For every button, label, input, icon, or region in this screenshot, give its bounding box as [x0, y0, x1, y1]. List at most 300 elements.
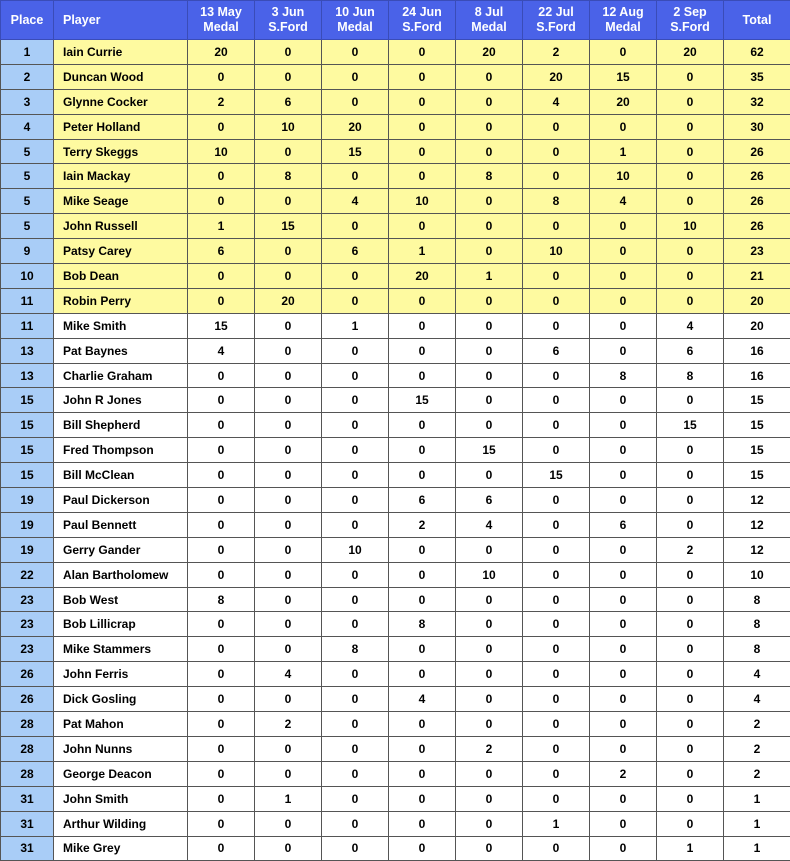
score-cell: 0 — [456, 239, 523, 264]
score-cell: 0 — [188, 786, 255, 811]
player-name-cell: Pat Baynes — [54, 338, 188, 363]
player-name-cell: Mike Smith — [54, 313, 188, 338]
score-cell: 0 — [590, 313, 657, 338]
total-cell: 21 — [724, 264, 790, 289]
score-cell: 0 — [657, 463, 724, 488]
score-cell: 0 — [657, 64, 724, 89]
score-cell: 20 — [657, 40, 724, 65]
score-cell: 0 — [523, 413, 590, 438]
score-cell: 0 — [590, 114, 657, 139]
player-name-cell: John Russell — [54, 214, 188, 239]
place-cell: 28 — [1, 736, 54, 761]
total-cell: 26 — [724, 164, 790, 189]
score-cell: 0 — [322, 786, 389, 811]
score-cell: 0 — [456, 114, 523, 139]
score-cell: 0 — [657, 786, 724, 811]
score-cell: 0 — [322, 164, 389, 189]
event-type: S.Ford — [268, 20, 308, 34]
score-cell: 0 — [389, 413, 456, 438]
table-row — [1, 264, 790, 289]
score-cell: 0 — [322, 388, 389, 413]
score-cell: 0 — [657, 139, 724, 164]
table-row — [1, 239, 790, 264]
score-cell: 0 — [188, 712, 255, 737]
place-cell: 31 — [1, 836, 54, 861]
score-cell: 0 — [590, 537, 657, 562]
score-cell: 0 — [322, 836, 389, 861]
score-cell: 0 — [322, 811, 389, 836]
score-cell: 0 — [322, 413, 389, 438]
score-cell: 0 — [590, 288, 657, 313]
column-header-player: Player — [54, 1, 188, 40]
score-cell: 0 — [456, 139, 523, 164]
score-cell: 0 — [456, 388, 523, 413]
total-cell: 20 — [724, 313, 790, 338]
score-cell: 0 — [456, 786, 523, 811]
score-cell: 0 — [523, 114, 590, 139]
score-cell: 0 — [389, 562, 456, 587]
score-cell: 0 — [657, 89, 724, 114]
score-cell: 0 — [255, 537, 322, 562]
table-row — [1, 438, 790, 463]
score-cell: 0 — [657, 687, 724, 712]
table-row — [1, 164, 790, 189]
score-cell: 0 — [322, 89, 389, 114]
score-cell: 0 — [389, 662, 456, 687]
score-cell: 0 — [523, 662, 590, 687]
score-cell: 0 — [523, 438, 590, 463]
total-cell: 15 — [724, 413, 790, 438]
table-row — [1, 562, 790, 587]
score-cell: 15 — [657, 413, 724, 438]
score-cell: 0 — [188, 189, 255, 214]
place-cell: 23 — [1, 637, 54, 662]
column-header-event — [657, 1, 724, 40]
place-cell: 19 — [1, 488, 54, 513]
total-cell: 1 — [724, 836, 790, 861]
event-date: 10 Jun — [335, 5, 375, 19]
table-row — [1, 40, 790, 65]
score-cell: 0 — [590, 786, 657, 811]
score-cell: 0 — [188, 761, 255, 786]
table-row — [1, 388, 790, 413]
score-cell: 0 — [456, 612, 523, 637]
score-cell: 20 — [456, 40, 523, 65]
score-cell: 20 — [188, 40, 255, 65]
score-cell: 0 — [456, 214, 523, 239]
total-cell: 15 — [724, 463, 790, 488]
score-cell: 0 — [523, 562, 590, 587]
table-row — [1, 761, 790, 786]
score-cell: 0 — [456, 687, 523, 712]
score-cell: 0 — [590, 264, 657, 289]
event-type: Medal — [203, 20, 239, 34]
table-row — [1, 587, 790, 612]
place-cell: 15 — [1, 463, 54, 488]
score-cell: 4 — [523, 89, 590, 114]
score-cell: 1 — [188, 214, 255, 239]
score-cell: 6 — [255, 89, 322, 114]
score-cell: 10 — [456, 562, 523, 587]
event-date: 3 Jun — [271, 5, 305, 19]
score-cell: 0 — [389, 463, 456, 488]
total-cell: 12 — [724, 537, 790, 562]
player-name-cell: John Smith — [54, 786, 188, 811]
score-cell: 0 — [188, 114, 255, 139]
column-header-event — [188, 1, 255, 40]
total-cell: 12 — [724, 488, 790, 513]
total-cell: 4 — [724, 687, 790, 712]
score-cell: 0 — [188, 612, 255, 637]
place-cell: 23 — [1, 612, 54, 637]
total-cell: 35 — [724, 64, 790, 89]
score-cell: 20 — [523, 64, 590, 89]
place-cell: 26 — [1, 662, 54, 687]
total-cell: 8 — [724, 612, 790, 637]
score-cell: 0 — [456, 313, 523, 338]
place-cell: 13 — [1, 363, 54, 388]
score-cell: 0 — [523, 388, 590, 413]
score-cell: 4 — [657, 313, 724, 338]
event-type: S.Ford — [670, 20, 710, 34]
score-cell: 6 — [590, 512, 657, 537]
score-cell: 1 — [389, 239, 456, 264]
score-cell: 0 — [657, 562, 724, 587]
score-cell: 0 — [590, 488, 657, 513]
score-cell: 0 — [389, 736, 456, 761]
event-type: S.Ford — [536, 20, 576, 34]
total-cell: 20 — [724, 288, 790, 313]
player-name-cell: Glynne Cocker — [54, 89, 188, 114]
player-name-cell: Paul Bennett — [54, 512, 188, 537]
score-cell: 10 — [523, 239, 590, 264]
score-cell: 6 — [322, 239, 389, 264]
score-cell: 2 — [657, 537, 724, 562]
player-name-cell: Dick Gosling — [54, 687, 188, 712]
score-cell: 0 — [590, 712, 657, 737]
table-row — [1, 338, 790, 363]
score-cell: 0 — [456, 836, 523, 861]
total-cell: 15 — [724, 438, 790, 463]
score-cell: 1 — [523, 811, 590, 836]
score-cell: 2 — [255, 712, 322, 737]
score-cell: 0 — [255, 139, 322, 164]
score-cell: 0 — [322, 736, 389, 761]
score-cell: 0 — [255, 40, 322, 65]
score-cell: 0 — [590, 463, 657, 488]
column-header-event — [322, 1, 389, 40]
player-name-cell: Charlie Graham — [54, 363, 188, 388]
score-cell: 0 — [255, 363, 322, 388]
table-row — [1, 811, 790, 836]
score-cell: 0 — [255, 438, 322, 463]
score-cell: 0 — [657, 736, 724, 761]
player-name-cell: Bill Shepherd — [54, 413, 188, 438]
score-cell: 0 — [456, 189, 523, 214]
score-cell: 0 — [389, 40, 456, 65]
score-cell: 0 — [590, 811, 657, 836]
table-row — [1, 687, 790, 712]
score-cell: 0 — [590, 687, 657, 712]
score-cell: 0 — [255, 637, 322, 662]
score-cell: 0 — [523, 288, 590, 313]
player-name-cell: John R Jones — [54, 388, 188, 413]
score-cell: 0 — [590, 413, 657, 438]
score-cell: 0 — [456, 537, 523, 562]
player-name-cell: Bob Dean — [54, 264, 188, 289]
place-cell: 26 — [1, 687, 54, 712]
score-cell: 0 — [590, 736, 657, 761]
event-date: 13 May — [200, 5, 242, 19]
score-cell: 0 — [523, 139, 590, 164]
score-cell: 20 — [255, 288, 322, 313]
score-cell: 0 — [255, 313, 322, 338]
score-cell: 0 — [590, 239, 657, 264]
place-cell: 10 — [1, 264, 54, 289]
score-cell: 0 — [657, 114, 724, 139]
score-cell: 4 — [322, 189, 389, 214]
score-cell: 1 — [590, 139, 657, 164]
score-cell: 20 — [322, 114, 389, 139]
score-cell: 1 — [255, 786, 322, 811]
score-cell: 0 — [456, 413, 523, 438]
table-body — [1, 40, 790, 861]
score-cell: 10 — [389, 189, 456, 214]
score-cell: 0 — [389, 139, 456, 164]
place-cell: 15 — [1, 388, 54, 413]
score-cell: 0 — [188, 64, 255, 89]
score-cell: 0 — [657, 811, 724, 836]
score-cell: 0 — [523, 712, 590, 737]
score-cell: 0 — [255, 64, 322, 89]
score-cell: 20 — [389, 264, 456, 289]
score-cell: 0 — [188, 363, 255, 388]
table-row — [1, 89, 790, 114]
score-cell: 0 — [389, 811, 456, 836]
place-cell: 31 — [1, 811, 54, 836]
event-date: 24 Jun — [402, 5, 442, 19]
score-cell: 0 — [188, 836, 255, 861]
score-cell: 0 — [590, 214, 657, 239]
score-cell: 0 — [389, 363, 456, 388]
player-name-cell: John Nunns — [54, 736, 188, 761]
score-cell: 0 — [188, 687, 255, 712]
total-cell: 1 — [724, 786, 790, 811]
place-cell: 4 — [1, 114, 54, 139]
player-name-cell: Peter Holland — [54, 114, 188, 139]
table-row — [1, 463, 790, 488]
score-cell: 0 — [657, 488, 724, 513]
place-cell: 28 — [1, 761, 54, 786]
player-name-cell: Iain Mackay — [54, 164, 188, 189]
score-cell: 15 — [523, 463, 590, 488]
score-cell: 0 — [255, 413, 322, 438]
score-cell: 0 — [523, 537, 590, 562]
score-cell: 0 — [657, 712, 724, 737]
total-cell: 2 — [724, 736, 790, 761]
score-cell: 0 — [322, 288, 389, 313]
score-cell: 0 — [389, 313, 456, 338]
score-cell: 0 — [188, 736, 255, 761]
score-cell: 0 — [188, 438, 255, 463]
score-cell: 0 — [322, 64, 389, 89]
score-cell: 0 — [188, 537, 255, 562]
score-cell: 2 — [389, 512, 456, 537]
score-cell: 0 — [523, 836, 590, 861]
score-cell: 2 — [188, 89, 255, 114]
player-name-cell: Fred Thompson — [54, 438, 188, 463]
total-cell: 26 — [724, 139, 790, 164]
column-header-event — [590, 1, 657, 40]
score-cell: 0 — [188, 463, 255, 488]
player-name-cell: Alan Bartholomew — [54, 562, 188, 587]
column-header-place: Place — [1, 1, 54, 40]
score-cell: 8 — [255, 164, 322, 189]
score-cell: 0 — [322, 712, 389, 737]
score-cell: 0 — [255, 587, 322, 612]
table-row — [1, 139, 790, 164]
score-cell: 8 — [389, 612, 456, 637]
place-cell: 5 — [1, 164, 54, 189]
score-cell: 0 — [389, 214, 456, 239]
player-name-cell: Bill McClean — [54, 463, 188, 488]
event-date: 22 Jul — [538, 5, 574, 19]
score-cell: 0 — [590, 637, 657, 662]
score-cell: 15 — [590, 64, 657, 89]
score-cell: 2 — [523, 40, 590, 65]
table-row — [1, 612, 790, 637]
score-cell: 0 — [456, 587, 523, 612]
score-cell: 0 — [188, 562, 255, 587]
score-cell: 0 — [456, 64, 523, 89]
score-cell: 0 — [456, 662, 523, 687]
score-cell: 0 — [590, 612, 657, 637]
total-cell: 62 — [724, 40, 790, 65]
player-name-cell: Pat Mahon — [54, 712, 188, 737]
table-row — [1, 214, 790, 239]
place-cell: 11 — [1, 313, 54, 338]
score-cell: 4 — [255, 662, 322, 687]
score-cell: 0 — [389, 637, 456, 662]
score-cell: 0 — [389, 712, 456, 737]
total-cell: 23 — [724, 239, 790, 264]
score-cell: 0 — [188, 637, 255, 662]
score-cell: 0 — [657, 612, 724, 637]
score-cell: 0 — [255, 338, 322, 363]
score-cell: 8 — [523, 189, 590, 214]
place-cell: 5 — [1, 139, 54, 164]
score-cell: 0 — [188, 264, 255, 289]
score-cell: 2 — [590, 761, 657, 786]
score-cell: 0 — [389, 89, 456, 114]
total-cell: 1 — [724, 811, 790, 836]
total-cell: 2 — [724, 712, 790, 737]
table-row — [1, 189, 790, 214]
place-cell: 5 — [1, 214, 54, 239]
table-row — [1, 363, 790, 388]
score-cell: 6 — [657, 338, 724, 363]
total-cell: 8 — [724, 637, 790, 662]
score-cell: 0 — [322, 214, 389, 239]
score-cell: 0 — [188, 413, 255, 438]
event-type: S.Ford — [402, 20, 442, 34]
score-cell: 8 — [188, 587, 255, 612]
score-cell: 0 — [590, 388, 657, 413]
player-name-cell: Duncan Wood — [54, 64, 188, 89]
score-cell: 0 — [322, 463, 389, 488]
place-cell: 5 — [1, 189, 54, 214]
total-cell: 15 — [724, 388, 790, 413]
score-cell: 0 — [523, 214, 590, 239]
event-type: Medal — [605, 20, 641, 34]
score-cell: 0 — [322, 587, 389, 612]
score-cell: 0 — [255, 488, 322, 513]
place-cell: 15 — [1, 413, 54, 438]
score-cell: 0 — [389, 836, 456, 861]
score-cell: 0 — [322, 40, 389, 65]
score-cell: 15 — [322, 139, 389, 164]
score-cell: 0 — [389, 587, 456, 612]
table-row — [1, 736, 790, 761]
score-cell: 0 — [523, 313, 590, 338]
score-cell: 6 — [523, 338, 590, 363]
score-cell: 0 — [523, 488, 590, 513]
table-row — [1, 637, 790, 662]
score-cell: 10 — [590, 164, 657, 189]
score-cell: 0 — [322, 662, 389, 687]
player-name-cell: John Ferris — [54, 662, 188, 687]
score-cell: 0 — [657, 761, 724, 786]
place-cell: 9 — [1, 239, 54, 264]
score-cell: 0 — [657, 587, 724, 612]
score-cell: 4 — [188, 338, 255, 363]
score-cell: 0 — [590, 562, 657, 587]
player-name-cell: Gerry Gander — [54, 537, 188, 562]
place-cell: 19 — [1, 537, 54, 562]
total-cell: 26 — [724, 189, 790, 214]
score-cell: 0 — [255, 687, 322, 712]
total-cell: 26 — [724, 214, 790, 239]
score-cell: 0 — [456, 288, 523, 313]
score-cell: 0 — [590, 836, 657, 861]
score-cell: 0 — [590, 438, 657, 463]
score-cell: 0 — [255, 811, 322, 836]
player-name-cell: Mike Grey — [54, 836, 188, 861]
score-cell: 0 — [590, 587, 657, 612]
score-cell: 0 — [389, 438, 456, 463]
score-cell: 0 — [255, 512, 322, 537]
score-cell: 0 — [523, 786, 590, 811]
score-cell: 1 — [456, 264, 523, 289]
header-row — [1, 1, 790, 40]
score-cell: 0 — [389, 64, 456, 89]
score-cell: 0 — [322, 338, 389, 363]
total-cell: 12 — [724, 512, 790, 537]
total-cell: 8 — [724, 587, 790, 612]
score-cell: 0 — [322, 687, 389, 712]
score-cell: 20 — [590, 89, 657, 114]
table-row — [1, 537, 790, 562]
player-name-cell: Bob Lillicrap — [54, 612, 188, 637]
place-cell: 13 — [1, 338, 54, 363]
player-name-cell: Robin Perry — [54, 288, 188, 313]
place-cell: 23 — [1, 587, 54, 612]
score-cell: 1 — [322, 313, 389, 338]
score-cell: 0 — [389, 114, 456, 139]
score-cell: 0 — [322, 562, 389, 587]
player-name-cell: Iain Currie — [54, 40, 188, 65]
score-cell: 0 — [188, 164, 255, 189]
